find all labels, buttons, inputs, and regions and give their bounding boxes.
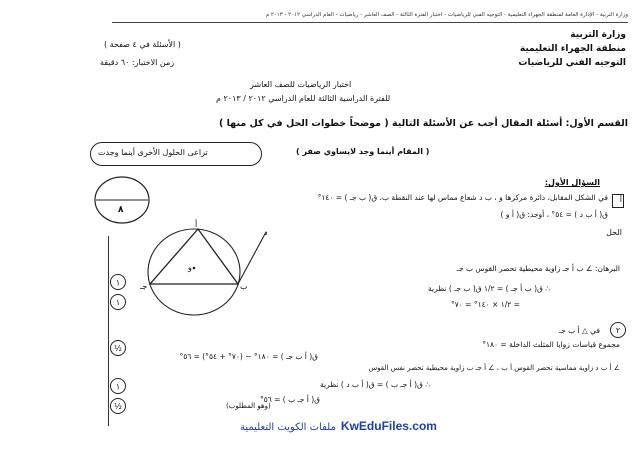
ministry-line-3: التوجيه الفني للرياضيات <box>518 58 626 68</box>
exam-title: اختبار الرياضيات للصف العاشر <box>250 80 352 89</box>
triangle-abc <box>150 229 238 284</box>
proof-line-9: (وهو المطلوب) <box>226 402 271 410</box>
tangent-ray <box>238 232 266 284</box>
label-o: و <box>188 263 192 272</box>
section-note: ( المقام أينما وجد لايساوي صفر ) <box>296 147 430 156</box>
margin-mark-1: ١ <box>110 274 126 290</box>
exam-pages: ( الأسئلة في ٤ صفحة ) <box>104 40 181 49</box>
question1-text: في الشكل المقابل، دائرة مركزها و ، ب د شعاع مماس لها عند النقطة ب، ق( ب جـ ) = ١٤٠° <box>317 193 608 202</box>
exam-period: للفترة الدراسية الثالثة للعام الدراسي ٢٠١٢ / ٢٠١٣ م <box>216 94 391 103</box>
proof-line-8: ق( أ جـ ب ) = ٥٦° <box>259 395 320 404</box>
circle-figure <box>132 218 282 318</box>
label-d: د <box>264 228 268 237</box>
center-point <box>193 267 196 270</box>
proof-line-5: ق( أ ب جـ ) = ١٨٠° − (٧٠° + ٥٤°) = ٥٦° <box>179 352 318 361</box>
label-a: أ <box>195 220 198 229</box>
watermark-site[interactable]: KwEduFiles.com <box>340 419 437 433</box>
proof-line-4: في △ أ ب جـ <box>558 326 600 335</box>
proof-line-3: = ١/٢ × ١٤٠° = ٧٠° <box>450 300 520 309</box>
margin-rule <box>108 236 109 426</box>
ministry-line-2: منطقة الجهراء التعليمية <box>519 44 626 54</box>
label-b: ب <box>240 282 248 291</box>
watermark-arabic: ملفات الكويت التعليمية <box>240 422 336 433</box>
margin-mark-3: ½ <box>110 340 126 356</box>
question1-number: أ <box>619 195 622 204</box>
other-solutions-text: تراعى الحلول الأخرى أينما وجدت <box>98 148 208 157</box>
question1-given: ق( أ ب د ) = ٥٤° ، أوجد: ق( أ و ) <box>500 210 608 219</box>
proof-line-5b: مجموع قياسات زوايا المثلث الداخلة = ١٨٠° <box>482 340 620 349</box>
question1-label: السؤال الأول: <box>544 178 600 187</box>
watermark[interactable] <box>240 415 437 434</box>
margin-mark-6: ٢ <box>610 322 626 338</box>
question1-number-box <box>612 194 624 208</box>
circle-shape <box>148 229 240 315</box>
score-value: ٨ <box>118 205 124 215</box>
exam-time: زمن الاختبار: ٦٠ دقيقة <box>100 58 175 67</box>
ministry-line-1: وزارة التربية <box>570 30 626 40</box>
proof-line-6: ∠ أ ب د زاوية مماسية تحصر القوس أ ب ، ∠ أ جـ ب زاوية محيطية تحصر نفس القوس <box>368 364 620 372</box>
margin-mark-2: ١ <box>110 294 126 310</box>
proof-line-2: ∴ ق( ب أ جـ ) = ١/٢ ق( ب جـ ) نظرية <box>428 284 550 293</box>
solution-label: الحل <box>606 228 622 237</box>
label-c: جـ <box>140 282 148 291</box>
top-banner: وزارة التربية - الإدارة العامة لمنطقة الجهراء التعليمية - التوجيه الفني للرياضيات - اختبار الفترة الثالثة - الصف العاشر - رياضيات - العام الدراسي ٢٠١٢ - ٢٠١٣ م <box>265 12 628 18</box>
margin-mark-5: ½ <box>110 398 126 414</box>
section-heading: القسم الأول: أسئلة المقال أجب عن الأسئلة التالية ( موضحاً خطوات الحل في كل منها ) <box>218 118 628 129</box>
proof-line-7: ∴ ق( أ جـ ب ) = ق( أ ب د ) نظرية <box>320 380 430 389</box>
margin-mark-4: ١ <box>110 378 126 394</box>
header-divider <box>112 22 628 23</box>
proof-line-1: البرهان: ∠ ب أ جـ زاوية محيطية تحصر القوس ب جـ <box>456 264 620 273</box>
